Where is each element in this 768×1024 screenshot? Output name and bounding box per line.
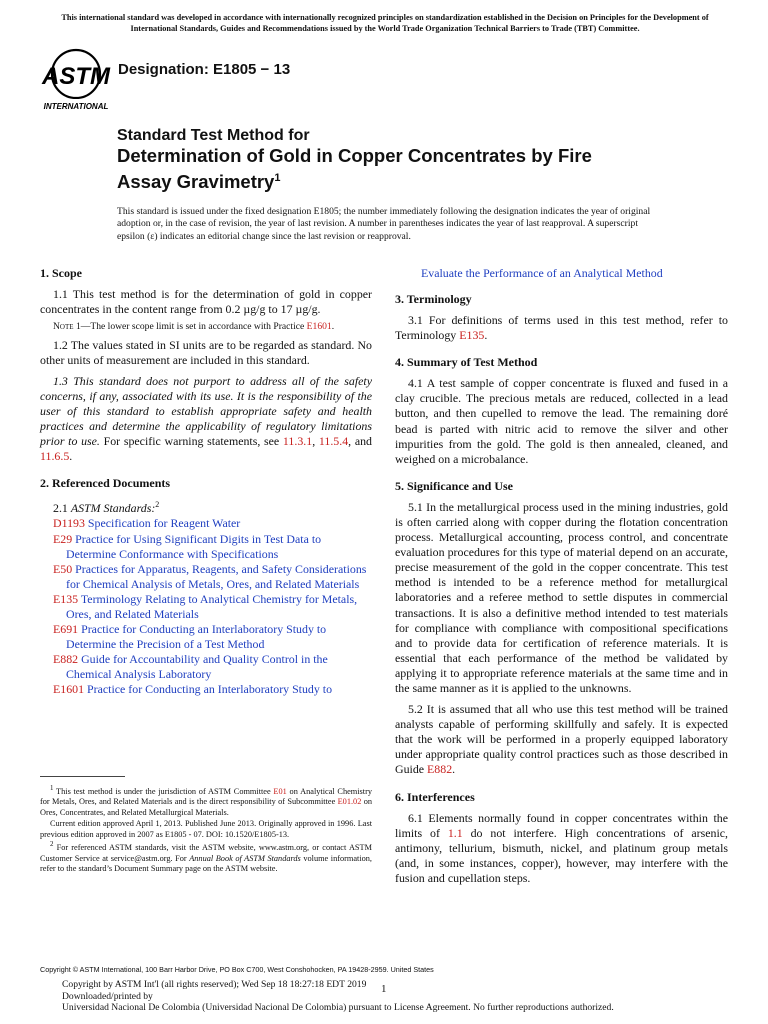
ref-item[interactable]: E691 Practice for Conducting an Interlaboratory Study to Determine the Precision of a Test Method: [53, 622, 327, 652]
link-11-5-4[interactable]: 11.5.4: [318, 434, 349, 449]
ref-list: [40, 516, 372, 697]
title-footnote-sup: 1: [274, 172, 281, 184]
note-1: Note 1—The lower scope limit is set in accordance with Practice E1601.: [53, 321, 335, 333]
copyright-line: Copyright © ASTM International, 100 Barr Harbor Drive, PO Box C700, West Conshohocken, PA 19428-2959. United States: [40, 965, 434, 974]
link-11-3-1[interactable]: 11.3.1: [282, 434, 313, 449]
para-3-1: 3.1 For definitions of terms used in this test method, refer to Terminology E135.: [395, 313, 728, 343]
right-column: [395, 266, 728, 886]
summary-heading: 4. Summary of Test Method: [395, 355, 538, 370]
ref-item[interactable]: D1193 Specification for Reagent Water: [53, 516, 241, 531]
para-4-1: 4.1 A test sample of copper concentrate is fluxed and fused in a clay crucible. The precious metals are reduced, collected in a lead button, and then cupelled to remove the lead. The remaining doré bead is parted with nitric acid to remove the silver and other impurities from the gold. The gold is then annealed, cleaned, and weighed on a microbalance.: [395, 376, 728, 466]
title-line-3: Assay Gravimetry$^1$: [117, 171, 281, 193]
ref-item[interactable]: E882 Guide for Accountability and Quality Control in the Chemical Analysis Laboratory: [53, 652, 328, 682]
para-6-1: 6.1 Elements normally found in copper concentrates within the limits of 1.1 do not interfere. High concentrations of arsenic, antimony, tellurium, bismuth, nickel, and platinum group metals (and, in some instances, copper), however, may interfere with the fusion and cupellation steps.: [395, 810, 728, 885]
footnote-1: $^1$ This test method is under the jurisdiction of ASTM Committee E01 on Analytical Chemistry for Metals, Ores, and Related Materials and is the direct responsibility of Subcommittee E01.02 on Ores, Concentrates, and Related Metallurgical Materials.: [40, 785, 373, 818]
refdocs-heading: 2. Referenced Documents: [40, 476, 171, 491]
para-5-2: 5.2 It is assumed that all who use this test method will be trained analysts capable of performing skillfully and safely. It is expected that the work will be performed in a properly equipped laboratory under appropriate quality control practices such as those described in Guide E882.: [395, 702, 728, 777]
scope-heading: 1. Scope: [40, 266, 82, 280]
terminology-heading: 3. Terminology: [395, 292, 472, 307]
continued-ref[interactable]: Evaluate the Performance of an Analytical Method: [421, 266, 663, 280]
link-11-6-5[interactable]: 11.6.5: [40, 449, 70, 464]
ref-item[interactable]: E50 Practices for Apparatus, Reagents, and Safety Considerations for Chemical Analysis of Metals, Ores, and Related Materials: [53, 561, 367, 591]
title-line-1: Standard Test Method for: [117, 127, 310, 144]
title-line-2: Determination of Gold in Copper Concentrates by Fire: [117, 145, 592, 166]
interferences-heading: 6. Interferences: [395, 789, 475, 804]
astm-standards-label: 2.1 ASTM Standards:$^2$: [53, 500, 160, 516]
link-e882[interactable]: E882: [427, 762, 453, 777]
link-e1601[interactable]: E1601: [306, 321, 332, 333]
footnotes: [40, 784, 372, 875]
link-e01[interactable]: E01: [273, 786, 287, 796]
ref-item[interactable]: E1601 Practice for Conducting an Interlaboratory Study to: [53, 682, 333, 697]
top-note: This international standard was developed in accordance with internationally recognized principles on standardization established in the Decision on Principles for the Development of International Standards, Guides and Recommendations issued by the World Trade Organization Technical Barriers to Trade (TBT) Committee.: [61, 13, 709, 33]
astm-logo: [40, 46, 112, 112]
logo-label: INTERNATIONAL: [43, 102, 109, 111]
issue-note: This standard is issued under the fixed designation E1805; the number immediately following the designation indicates the year of original adoption or, in the case of revision, the year of last revision. A number in parentheses indicates the year of last reapproval. A superscript epsilon (ε) indicates an editorial change since the last revision or reapproval.: [117, 206, 651, 242]
title-block: [117, 126, 717, 193]
para-5-1: 5.1 In the metallurgical process used in the mining industries, gold is often carried along with copper during the flotation concentration process. Metallurgical accounting, process control, and concentrate evaluation procedures for this type of material depend on an accurate, precise measurement of the gold in the copper concentrate. This test method is intended to be a reference method for metallurgical laboratories and a referee method to settle disputes in commercial transactions. It is also a definitive method intended to test materials for compliance with compliance with compositional specifications and to provide data for certification of reference materials. It is essential that each performance of the method be validated by applying it to appropriate reference materials at the same time and in the same manner as it is applied to the unknowns.: [395, 499, 728, 695]
download-line-1: Copyright by ASTM Int'l (all rights reserved); Wed Sep 18 18:27:18 EDT 2019: [62, 979, 367, 990]
footnote-2: $^2$ For referenced ASTM standards, visit the ASTM website, www.astm.org, or contact ASTM Customer Service at service@astm.org. For Annual Book of ASTM Standards volume information, refer to the standard’s Document Summary page on the ASTM website.: [40, 841, 373, 874]
link-e135[interactable]: E135: [459, 328, 485, 343]
para-1-1: 1.1 This test method is for the determination of gold in copper concentrates in the content range from 0.2 µg/g to 17 µg/g.: [40, 287, 372, 317]
para-1-2: 1.2 The values stated in SI units are to be regarded as standard. No other units of measurement are included in this standard.: [40, 337, 372, 367]
para-1-3: 1.3 This standard does not purport to address all of the safety concerns, if any, associated with its use. It is the responsibility of the user of this standard to establish appropriate safety and health practices and determine the applicability of regulatory limitations prior to use. For specific warning statements, see 11.3.1, 11.5.4, and 11.6.5.: [40, 373, 373, 464]
designation: Designation: E1805 − 13: [118, 61, 291, 78]
footnote-1-edition: Current edition approved April 1, 2013. Published June 2013. Originally approved in 1996. Last previous edition approved in 2007 as E1805 - 07. DOI: 10.1520/E1805-13.: [40, 818, 372, 839]
footnote-divider: [40, 776, 125, 777]
svg-text:ASTM: ASTM: [42, 63, 110, 90]
link-1-1[interactable]: 1.1: [447, 825, 463, 840]
download-notice: [62, 979, 732, 1014]
ref-item[interactable]: E135 Terminology Relating to Analytical Chemistry for Metals, Ores, and Related Materials: [53, 591, 358, 621]
download-line-2: Downloaded/printed by: [62, 990, 153, 1002]
significance-heading: 5. Significance and Use: [395, 478, 514, 493]
link-e01-02[interactable]: E01.02: [337, 797, 362, 807]
page-number: 1: [381, 983, 387, 995]
left-column: [40, 266, 372, 698]
download-line-3: Universidad Nacional De Colombia (Universidad Nacional De Colombia) pursuant to License Agreement. No further reproductions authorized.: [62, 1002, 614, 1014]
ref-item[interactable]: E29 Practice for Using Significant Digits in Test Data to Determine Conformance with Specifications: [53, 531, 322, 561]
